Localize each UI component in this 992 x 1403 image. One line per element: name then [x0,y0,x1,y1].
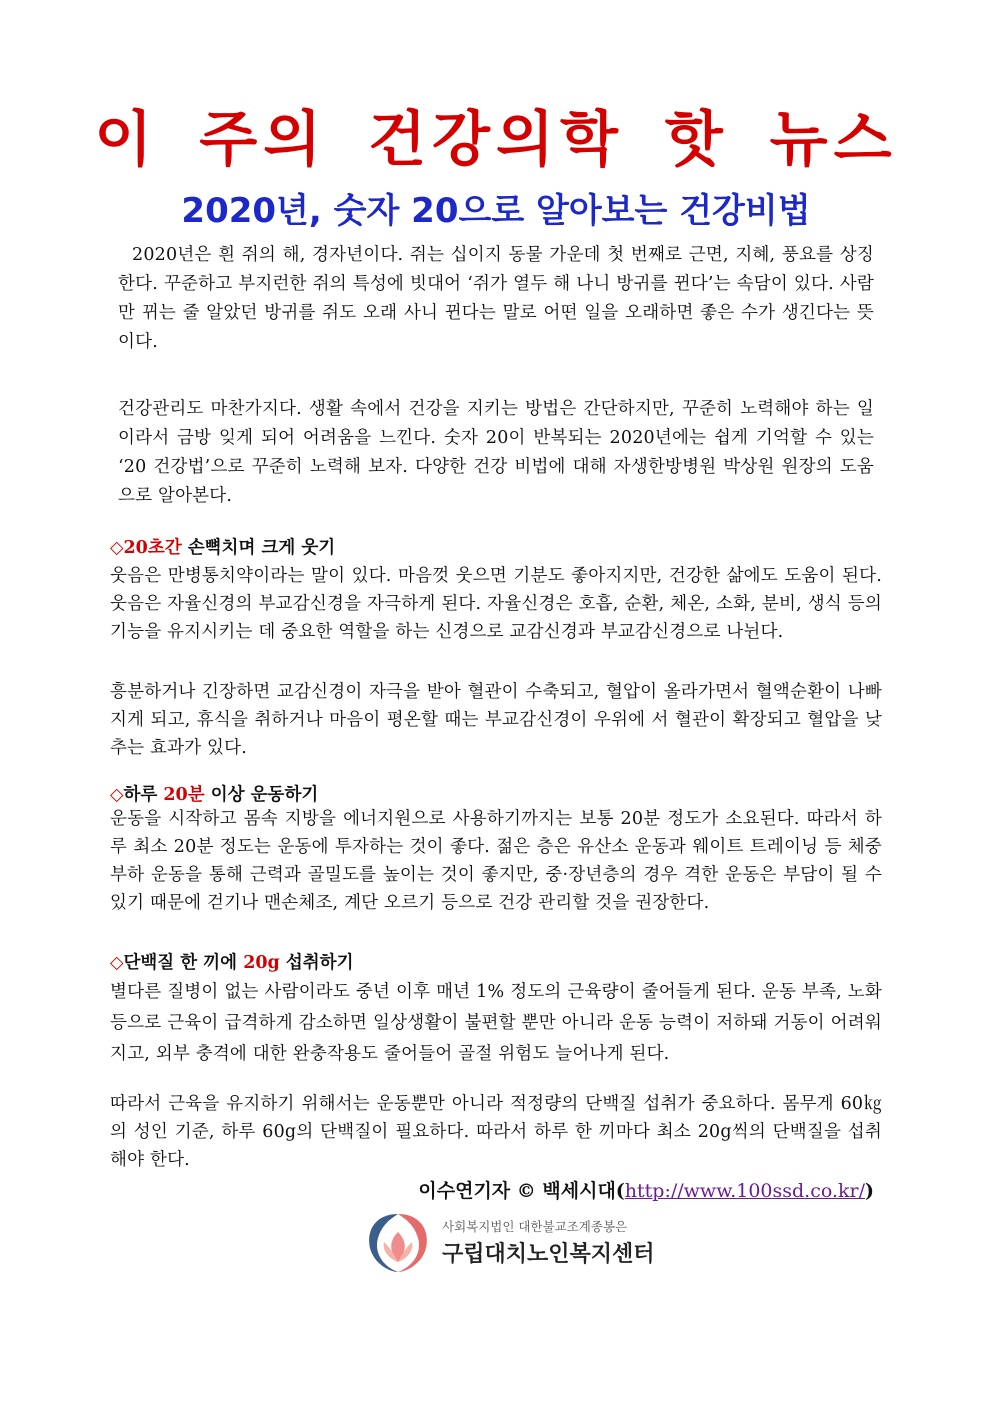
section-laugh-paragraph-2: 흥분하거나 긴장하면 교감신경이 자극을 받아 혈관이 수축되고, 혈압이 올라가면서 혈액순환이 나빠지게 되고, 휴식을 취하거나 마음이 평온할 때는 부교감신경이 우위에 서 혈관이 확장되고 혈압을 낮추는 효과가 있다. [110,682,882,758]
diamond-icon: ◇ [110,785,124,805]
heading-text: 섭취하기 [279,953,354,973]
heading-text: 이상 운동하기 [204,785,319,805]
credit-text: 이수연기자 © 백세시대( [418,1180,625,1202]
heading-text: 손뼉치며 크게 웃기 [181,538,336,558]
intro-paragraph-1: 2020년은 흰 쥐의 해, 경자년이다. 쥐는 십이지 동물 가운데 첫 번째로 근면, 지혜, 풍요를 상징한다. 꾸준하고 부지런한 쥐의 특성에 빗대어 ‘쥐가 열두 해 나니 방귀를 뀐다’는 속담이 있다. 사람만 뀌는 줄 알았던 방귀를 쥐도 오래 사니 뀐다는 말로 어떤 일을 오래하면 좋은 수가 생긴다는 뜻이다. [118,245,874,352]
heading-highlight: 20초간 [123,538,182,558]
heading-highlight: 20g [243,953,280,973]
section-protein-paragraph-1: 별다른 질병이 없는 사람이라도 중년 이후 매년 1% 정도의 근육량이 줄어들게 된다. 운동 부족, 노화 등으로 근육이 급격하게 감소하면 일상생활이 불편할 뿐만 아니라 운동 능력이 저하돼 거동이 어려워지고, 외부 충격에 대한 완충작용도 줄어들어 골절 위험도 늘어나게 된다. [110,982,882,1064]
heading-highlight: 20분 [163,785,205,805]
lotus-logo-icon [362,1206,434,1276]
page-title: 이 주의 건강의학 핫 뉴스 [94,105,898,175]
source-link[interactable]: http://www.100ssd.co.kr/ [624,1180,865,1202]
section-exercise-paragraph: 운동을 시작하고 몸속 지방을 에너지원으로 사용하기까지는 보통 20분 정도가 소요된다. 따라서 하루 최소 20분 정도는 운동에 투자하는 것이 좋다. 젊은 층은 유산소 운동과 웨이트 트레이닝 등 체중 부하 운동을 통해 근력과 골밀도를 높이는 것이 좋지만, 중·장년층의 경우 격한 운동은 부담이 될 수 있기 때문에 걷기나 맨손체조, 계단 오르기 등으로 건강 관리할 것을 권장한다. [110,809,882,913]
logo-center-name: 구립대치노인복지센터 [442,1242,655,1267]
article-subtitle: 2020년, 숫자 20으로 알아보는 건강비법 [181,191,811,231]
credit-suffix: ) [865,1180,874,1202]
section-heading-laugh [110,534,335,562]
diamond-icon: ◇ [110,538,124,558]
diamond-icon: ◇ [110,953,124,973]
article-credit [418,1176,874,1206]
section-protein-paragraph-2: 따라서 근육을 유지하기 위해서는 운동뿐만 아니라 적정량의 단백질 섭취가 중요하다. 몸무게 60㎏의 성인 기준, 하루 60g의 단백질이 필요하다. 따라서 하루 한 끼마다 최소 20g씩의 단백질을 섭취해야 한다. [110,1094,882,1170]
section-heading-protein [110,949,354,977]
heading-text: 하루 [123,785,164,805]
section-laugh-paragraph-1: 웃음은 만병통치약이라는 말이 있다. 마음껏 웃으면 기분도 좋아지지만, 건강한 삶에도 도움이 된다. 웃음은 자율신경의 부교감신경을 자극하게 된다. 자율신경은 호흡, 순환, 체온, 소화, 분비, 생식 등의 기능을 유지시키는 데 중요한 역할을 하는 신경으로 교감신경과 부교감신경으로 나뉜다. [110,566,882,642]
logo-org-line: 사회복지법인 대한불교조계종봉은 [442,1219,628,1234]
intro-paragraph-2: 건강관리도 마찬가지다. 생활 속에서 건강을 지키는 방법은 간단하지만, 꾸준히 노력해야 하는 일이라서 금방 잊게 되어 어려움을 느낀다. 숫자 20이 반복되는 2020년에는 쉽게 기억할 수 있는 ‘20 건강법’으로 꾸준히 노력해 보자. 다양한 건강 비법에 대해 자생한방병원 박상원 원장의 도움으로 알아본다. [118,399,874,506]
center-logo [362,1206,655,1276]
heading-text: 단백질 한 끼에 [123,953,244,973]
